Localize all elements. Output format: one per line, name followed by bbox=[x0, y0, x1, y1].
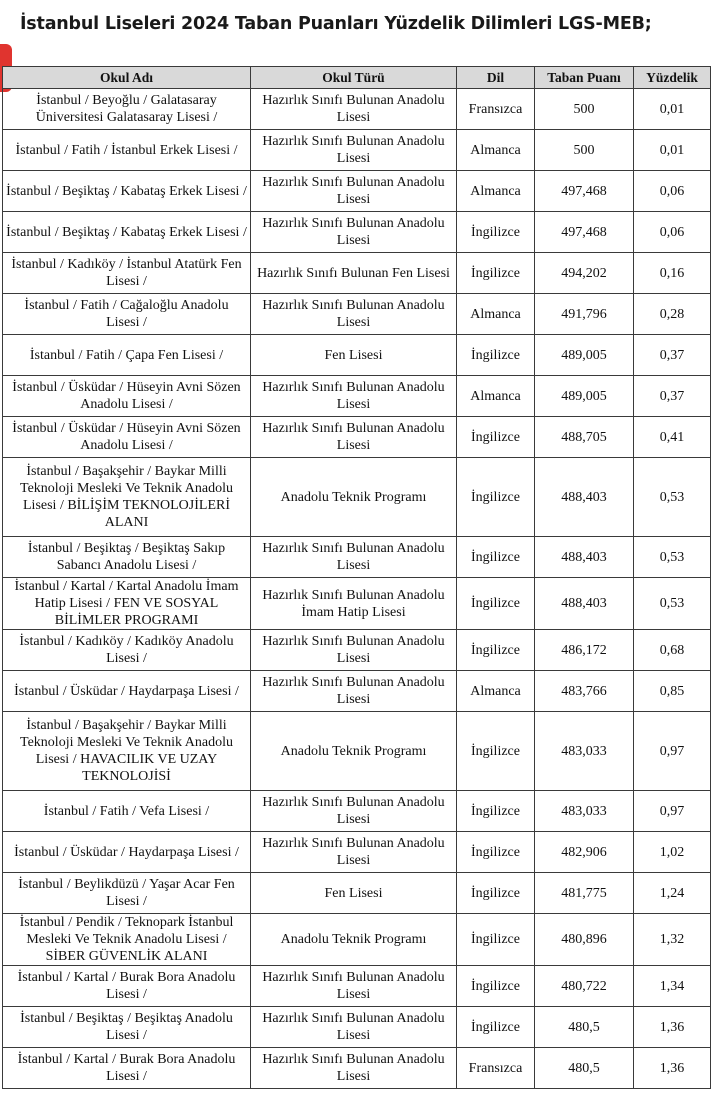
base-score-cell: 481,775 bbox=[535, 873, 634, 914]
percentile-cell: 0,06 bbox=[634, 171, 711, 212]
base-score-cell: 483,033 bbox=[535, 791, 634, 832]
percentile-cell: 0,97 bbox=[634, 712, 711, 791]
percentile-cell: 0,01 bbox=[634, 130, 711, 171]
base-score-cell: 486,172 bbox=[535, 630, 634, 671]
percentile-cell: 0,41 bbox=[634, 417, 711, 458]
school-type-cell: Hazırlık Sınıfı Bulunan Anadolu Lisesi bbox=[251, 1048, 457, 1089]
table-header-row bbox=[3, 67, 711, 89]
base-score-cell: 489,005 bbox=[535, 335, 634, 376]
base-score-cell: 480,896 bbox=[535, 914, 634, 966]
language-cell: İngilizce bbox=[457, 873, 535, 914]
language-cell: Fransızca bbox=[457, 1048, 535, 1089]
language-cell: İngilizce bbox=[457, 832, 535, 873]
table-row bbox=[3, 966, 711, 1007]
table-row bbox=[3, 832, 711, 873]
school-name-cell: İstanbul / Beşiktaş / Kabataş Erkek Lisesi / bbox=[3, 212, 251, 253]
school-name-cell: İstanbul / Kadıköy / İstanbul Atatürk Fen Lisesi / bbox=[3, 253, 251, 294]
base-score-cell: 500 bbox=[535, 130, 634, 171]
table-row bbox=[3, 914, 711, 966]
base-score-cell: 480,5 bbox=[535, 1048, 634, 1089]
table-row bbox=[3, 89, 711, 130]
school-type-cell: Anadolu Teknik Programı bbox=[251, 712, 457, 791]
school-name-cell: İstanbul / Kadıköy / Kadıköy Anadolu Lisesi / bbox=[3, 630, 251, 671]
table-row bbox=[3, 873, 711, 914]
percentile-cell: 1,36 bbox=[634, 1048, 711, 1089]
percentile-cell: 0,68 bbox=[634, 630, 711, 671]
language-cell: İngilizce bbox=[457, 458, 535, 537]
school-type-cell: Hazırlık Sınıfı Bulunan Anadolu Lisesi bbox=[251, 537, 457, 578]
base-score-cell: 488,403 bbox=[535, 458, 634, 537]
table-row bbox=[3, 294, 711, 335]
base-score-cell: 488,705 bbox=[535, 417, 634, 458]
school-type-cell: Hazırlık Sınıfı Bulunan Anadolu Lisesi bbox=[251, 89, 457, 130]
base-score-cell: 491,796 bbox=[535, 294, 634, 335]
table-row bbox=[3, 537, 711, 578]
school-type-cell: Hazırlık Sınıfı Bulunan Anadolu Lisesi bbox=[251, 171, 457, 212]
school-name-cell: İstanbul / Üsküdar / Haydarpaşa Lisesi / bbox=[3, 671, 251, 712]
school-type-cell: Hazırlık Sınıfı Bulunan Anadolu Lisesi bbox=[251, 832, 457, 873]
school-type-cell: Hazırlık Sınıfı Bulunan Anadolu Lisesi bbox=[251, 376, 457, 417]
school-type-cell: Hazırlık Sınıfı Bulunan Anadolu Lisesi bbox=[251, 671, 457, 712]
base-score-cell: 488,403 bbox=[535, 578, 634, 630]
base-score-cell: 494,202 bbox=[535, 253, 634, 294]
school-name-cell: İstanbul / Fatih / Çapa Fen Lisesi / bbox=[3, 335, 251, 376]
school-type-cell: Hazırlık Sınıfı Bulunan Anadolu Lisesi bbox=[251, 966, 457, 1007]
percentile-cell: 0,06 bbox=[634, 212, 711, 253]
school-name-cell: İstanbul / Beylikdüzü / Yaşar Acar Fen Lisesi / bbox=[3, 873, 251, 914]
base-score-cell: 497,468 bbox=[535, 171, 634, 212]
school-name-cell: İstanbul / Beyoğlu / Galatasaray Üniversitesi Galatasaray Lisesi / bbox=[3, 89, 251, 130]
school-name-cell: İstanbul / Beşiktaş / Kabataş Erkek Lisesi / bbox=[3, 171, 251, 212]
table-row bbox=[3, 1007, 711, 1048]
school-type-cell: Hazırlık Sınıfı Bulunan Anadolu Lisesi bbox=[251, 212, 457, 253]
base-score-cell: 489,005 bbox=[535, 376, 634, 417]
language-cell: İngilizce bbox=[457, 537, 535, 578]
base-score-cell: 482,906 bbox=[535, 832, 634, 873]
language-cell: Almanca bbox=[457, 171, 535, 212]
base-score-cell: 488,403 bbox=[535, 537, 634, 578]
table-row bbox=[3, 630, 711, 671]
school-type-cell: Hazırlık Sınıfı Bulunan Anadolu Lisesi bbox=[251, 417, 457, 458]
language-cell: İngilizce bbox=[457, 966, 535, 1007]
school-name-cell: İstanbul / Üsküdar / Haydarpaşa Lisesi / bbox=[3, 832, 251, 873]
language-cell: İngilizce bbox=[457, 578, 535, 630]
percentile-cell: 1,02 bbox=[634, 832, 711, 873]
header-percentile: Yüzdelik bbox=[634, 67, 711, 89]
table-row bbox=[3, 712, 711, 791]
table-row bbox=[3, 171, 711, 212]
base-score-cell: 480,722 bbox=[535, 966, 634, 1007]
table-row bbox=[3, 335, 711, 376]
language-cell: İngilizce bbox=[457, 791, 535, 832]
base-score-cell: 483,033 bbox=[535, 712, 634, 791]
school-name-cell: İstanbul / Fatih / İstanbul Erkek Lisesi / bbox=[3, 130, 251, 171]
school-type-cell: Hazırlık Sınıfı Bulunan Fen Lisesi bbox=[251, 253, 457, 294]
table-row bbox=[3, 212, 711, 253]
school-name-cell: İstanbul / Fatih / Cağaloğlu Anadolu Lisesi / bbox=[3, 294, 251, 335]
language-cell: İngilizce bbox=[457, 914, 535, 966]
school-name-cell: İstanbul / Üsküdar / Hüseyin Avni Sözen Anadolu Lisesi / bbox=[3, 417, 251, 458]
percentile-cell: 0,85 bbox=[634, 671, 711, 712]
school-type-cell: Fen Lisesi bbox=[251, 335, 457, 376]
percentile-cell: 0,01 bbox=[634, 89, 711, 130]
table-row bbox=[3, 376, 711, 417]
table-row bbox=[3, 671, 711, 712]
base-score-cell: 500 bbox=[535, 89, 634, 130]
header-base-score: Taban Puanı bbox=[535, 67, 634, 89]
table-body bbox=[3, 89, 711, 1089]
percentile-cell: 0,16 bbox=[634, 253, 711, 294]
percentile-cell: 0,53 bbox=[634, 578, 711, 630]
percentile-cell: 1,32 bbox=[634, 914, 711, 966]
score-table bbox=[2, 66, 711, 1089]
table-row bbox=[3, 253, 711, 294]
base-score-cell: 480,5 bbox=[535, 1007, 634, 1048]
percentile-cell: 0,53 bbox=[634, 537, 711, 578]
language-cell: İngilizce bbox=[457, 630, 535, 671]
language-cell: İngilizce bbox=[457, 253, 535, 294]
school-type-cell: Hazırlık Sınıfı Bulunan Anadolu Lisesi bbox=[251, 130, 457, 171]
percentile-cell: 0,53 bbox=[634, 458, 711, 537]
language-cell: İngilizce bbox=[457, 335, 535, 376]
table-row bbox=[3, 130, 711, 171]
language-cell: İngilizce bbox=[457, 417, 535, 458]
percentile-cell: 1,34 bbox=[634, 966, 711, 1007]
school-name-cell: İstanbul / Üsküdar / Hüseyin Avni Sözen Anadolu Lisesi / bbox=[3, 376, 251, 417]
percentile-cell: 0,37 bbox=[634, 376, 711, 417]
school-name-cell: İstanbul / Fatih / Vefa Lisesi / bbox=[3, 791, 251, 832]
school-type-cell: Hazırlık Sınıfı Bulunan Anadolu Lisesi bbox=[251, 791, 457, 832]
school-name-cell: İstanbul / Başakşehir / Baykar Milli Teknoloji Mesleki Ve Teknik Anadolu Lisesi / BİLİŞİM TEKNOLOJİLERİ ALANI bbox=[3, 458, 251, 537]
table-row bbox=[3, 458, 711, 537]
base-score-cell: 497,468 bbox=[535, 212, 634, 253]
header-language: Dil bbox=[457, 67, 535, 89]
header-school-name: Okul Adı bbox=[3, 67, 251, 89]
school-name-cell: İstanbul / Kartal / Burak Bora Anadolu Lisesi / bbox=[3, 966, 251, 1007]
percentile-cell: 1,24 bbox=[634, 873, 711, 914]
percentile-cell: 0,28 bbox=[634, 294, 711, 335]
school-type-cell: Hazırlık Sınıfı Bulunan Anadolu Lisesi bbox=[251, 630, 457, 671]
table-row bbox=[3, 578, 711, 630]
percentile-cell: 0,97 bbox=[634, 791, 711, 832]
language-cell: İngilizce bbox=[457, 712, 535, 791]
page-title: İstanbul Liseleri 2024 Taban Puanları Yüzdelik Dilimleri LGS-MEB; bbox=[20, 14, 652, 34]
language-cell: Almanca bbox=[457, 376, 535, 417]
school-type-cell: Hazırlık Sınıfı Bulunan Anadolu Lisesi bbox=[251, 294, 457, 335]
language-cell: Almanca bbox=[457, 294, 535, 335]
school-name-cell: İstanbul / Kartal / Kartal Anadolu İmam Hatip Lisesi / FEN VE SOSYAL BİLİMLER PROGRAMI bbox=[3, 578, 251, 630]
header-school-type: Okul Türü bbox=[251, 67, 457, 89]
table-row bbox=[3, 1048, 711, 1089]
school-name-cell: İstanbul / Pendik / Teknopark İstanbul Mesleki Ve Teknik Anadolu Lisesi / SİBER GÜVENLİK ALANI bbox=[3, 914, 251, 966]
language-cell: Almanca bbox=[457, 671, 535, 712]
table-row bbox=[3, 417, 711, 458]
school-name-cell: İstanbul / Beşiktaş / Beşiktaş Anadolu Lisesi / bbox=[3, 1007, 251, 1048]
base-score-cell: 483,766 bbox=[535, 671, 634, 712]
table-row bbox=[3, 791, 711, 832]
percentile-cell: 0,37 bbox=[634, 335, 711, 376]
language-cell: Fransızca bbox=[457, 89, 535, 130]
language-cell: İngilizce bbox=[457, 212, 535, 253]
school-type-cell: Hazırlık Sınıfı Bulunan Anadolu Lisesi bbox=[251, 1007, 457, 1048]
school-name-cell: İstanbul / Başakşehir / Baykar Milli Teknoloji Mesleki Ve Teknik Anadolu Lisesi / HAVACILIK VE UZAY TEKNOLOJİSİ bbox=[3, 712, 251, 791]
school-type-cell: Fen Lisesi bbox=[251, 873, 457, 914]
school-type-cell: Anadolu Teknik Programı bbox=[251, 914, 457, 966]
language-cell: İngilizce bbox=[457, 1007, 535, 1048]
school-type-cell: Hazırlık Sınıfı Bulunan Anadolu İmam Hatip Lisesi bbox=[251, 578, 457, 630]
language-cell: Almanca bbox=[457, 130, 535, 171]
school-name-cell: İstanbul / Kartal / Burak Bora Anadolu Lisesi / bbox=[3, 1048, 251, 1089]
school-type-cell: Anadolu Teknik Programı bbox=[251, 458, 457, 537]
percentile-cell: 1,36 bbox=[634, 1007, 711, 1048]
school-name-cell: İstanbul / Beşiktaş / Beşiktaş Sakıp Sabancı Anadolu Lisesi / bbox=[3, 537, 251, 578]
